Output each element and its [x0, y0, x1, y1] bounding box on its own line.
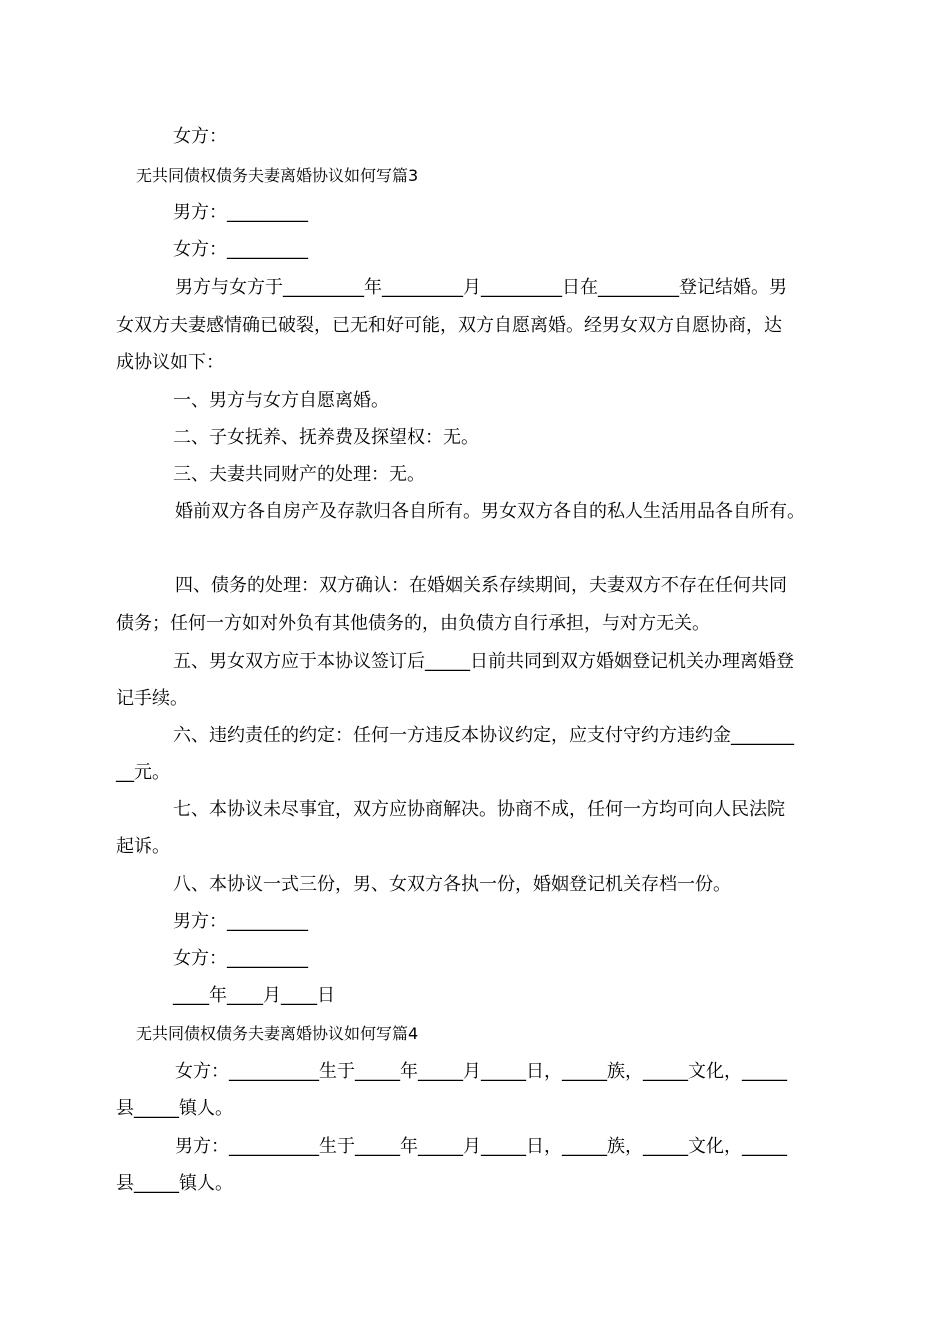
paragraph-line: 男方与女方于_________年_________月_________日在_________登记结婚。男 [175, 277, 787, 298]
paragraph-line: 县_____镇人。 [116, 1098, 233, 1119]
clause-2: 二、子女抚养、抚养费及探望权：无。 [173, 427, 479, 448]
paragraph-line: 成协议如下： [116, 352, 224, 373]
male-party-line: 男方：_________ [173, 202, 308, 223]
paragraph-line: 债务；任何一方如对外负有其他债务的，由负债方自行承担，与对方无关。 [116, 613, 710, 634]
male-info-line: 男方：__________生于_____年_____月_____日，_____族，_____文化，_____ [175, 1136, 787, 1157]
paragraph-line: 记手续。 [116, 688, 188, 709]
date-line: ____年____月____日 [173, 985, 335, 1006]
clause-3: 三、夫妻共同财产的处理：无。 [173, 464, 425, 485]
clause-6: 六、违约责任的约定：任何一方违反本协议约定，应支付守约方违约金_______ [173, 725, 794, 746]
clause-7: 七、本协议未尽事宜，双方应协商解决。协商不成，任何一方均可向人民法院 [173, 799, 785, 820]
clause-1: 一、男方与女方自愿离婚。 [173, 390, 389, 411]
paragraph-line: 女双方夫妻感情确已破裂，已无和好可能，双方自愿离婚。经男女双方自愿协商，达 [116, 315, 782, 336]
paragraph-line: __元。 [116, 762, 170, 783]
clause-8: 八、本协议一式三份，男、女双方各执一份，婚姻登记机关存档一份。 [173, 874, 731, 895]
paragraph-line: 婚前双方各自房产及存款归各自所有。男女双方各自的私人生活用品各自所有。 [175, 501, 805, 522]
female-signature-line: 女方：_________ [173, 948, 308, 969]
female-info-line: 女方：__________生于_____年_____月_____日，_____族，_____文化，_____ [175, 1061, 787, 1082]
section-heading-4: 无共同债权债务夫妻离婚协议如何写篇4 [136, 1024, 419, 1043]
paragraph-line: 县_____镇人。 [116, 1173, 233, 1194]
male-signature-line: 男方：_________ [173, 911, 308, 932]
clause-5: 五、男女双方应于本协议签订后_____日前共同到双方婚姻登记机关办理离婚登 [173, 651, 794, 672]
paragraph-line: 起诉。 [116, 836, 170, 857]
female-party-line: 女方：_________ [173, 239, 308, 260]
section-heading-3: 无共同债权债务夫妻离婚协议如何写篇3 [136, 166, 419, 185]
clause-4: 四、债务的处理：双方确认：在婚姻关系存续期间，夫妻双方不存在任何共同 [175, 575, 787, 596]
female-party-label: 女方： [173, 126, 227, 147]
